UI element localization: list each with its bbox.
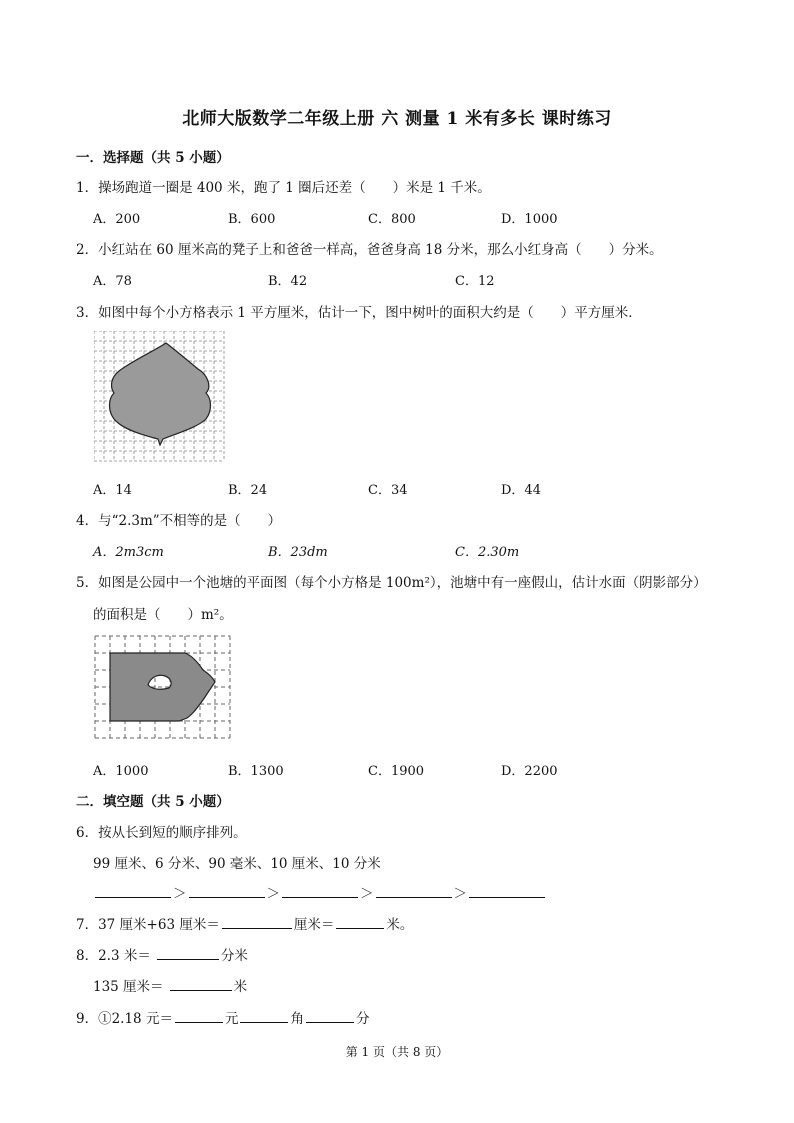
q1-option-a: A．200 bbox=[93, 212, 141, 227]
question-8-line-2 bbox=[93, 975, 247, 995]
q1-option-c: C．800 bbox=[368, 212, 416, 227]
q3-option-b: B．24 bbox=[228, 483, 268, 498]
q8-line2-prefix: 135 厘米＝ bbox=[93, 979, 164, 995]
q9-blank-1[interactable] bbox=[175, 1010, 223, 1023]
q5-option-a: A．1000 bbox=[93, 764, 149, 779]
q7-suffix: 米。 bbox=[386, 917, 414, 933]
q9-unit-fen: 分 bbox=[355, 1011, 370, 1027]
q6-sep-4: ＞ bbox=[453, 886, 467, 902]
question-6: 6．按从长到短的顺序排列。 bbox=[76, 825, 247, 841]
q1-option-d: D．1000 bbox=[501, 212, 558, 227]
question-5-line-2: 的面积是（ ）m²。 bbox=[93, 607, 233, 623]
q9-unit-yuan: 元 bbox=[224, 1011, 239, 1027]
q9-prefix: 9．①2.18 元＝ bbox=[76, 1011, 173, 1027]
question-7 bbox=[76, 913, 413, 933]
q9-unit-jiao: 角 bbox=[290, 1011, 304, 1027]
question-3: 3．如图中每个小方格表示 1 平方厘米，估计一下，图中树叶的面积大约是（ ）平方厘米． bbox=[76, 305, 642, 321]
pond-grid-figure bbox=[93, 634, 233, 740]
q5-option-b: B．1300 bbox=[228, 764, 284, 779]
q3-option-d: D．44 bbox=[501, 483, 541, 498]
q6-sep-3: ＞ bbox=[360, 886, 374, 902]
q4-option-a: A．2m3cm bbox=[93, 545, 164, 560]
q6-sep-1: ＞ bbox=[173, 886, 187, 902]
q2-option-c: C．12 bbox=[455, 274, 495, 289]
q1-option-b: B．600 bbox=[228, 212, 276, 227]
q8-blank-1[interactable] bbox=[157, 947, 219, 960]
q8-line2-suffix: 米 bbox=[233, 979, 248, 995]
leaf-grid-figure bbox=[94, 331, 226, 463]
q7-blank-1[interactable] bbox=[222, 916, 292, 929]
section-fill-heading: 二．填空题（共 5 小题） bbox=[76, 794, 230, 810]
q8-blank-2[interactable] bbox=[170, 978, 232, 991]
page-title: 北师大版数学二年级上册 六 测量 1 米有多长 课时练习 bbox=[182, 109, 612, 129]
q6-blank-3[interactable] bbox=[282, 885, 358, 898]
q9-blank-2[interactable] bbox=[240, 1010, 288, 1023]
q3-option-a: A．14 bbox=[93, 483, 132, 498]
question-4: 4．与“2.3m”不相等的是（ ） bbox=[76, 513, 282, 529]
q7-prefix: 7．37 厘米+63 厘米＝ bbox=[76, 917, 220, 933]
leaf-shape bbox=[110, 343, 211, 445]
q2-option-b: B．42 bbox=[268, 274, 308, 289]
q7-blank-2[interactable] bbox=[336, 916, 384, 929]
q2-option-a: A．78 bbox=[93, 274, 132, 289]
q7-mid: 厘米＝ bbox=[293, 917, 335, 933]
q3-option-c: C．34 bbox=[368, 483, 408, 498]
q6-items: 99 厘米、6 分米、90 毫米、10 厘米、10 分米 bbox=[93, 856, 381, 872]
q9-blank-3[interactable] bbox=[306, 1010, 354, 1023]
q6-blank-5[interactable] bbox=[469, 885, 545, 898]
section-choice-heading: 一．选择题（共 5 小题） bbox=[76, 150, 230, 166]
q4-option-c: C．2.30m bbox=[455, 545, 520, 560]
pond-shape bbox=[110, 653, 215, 721]
question-1: 1．操场跑道一圈是 400 米，跑了 1 圈后还差（ ）米是 1 千米。 bbox=[76, 180, 491, 196]
page-footer: 第 1 页（共 8 页） bbox=[345, 1045, 449, 1059]
q5-option-c: C．1900 bbox=[368, 764, 425, 779]
q8-line1-suffix: 分米 bbox=[220, 948, 248, 964]
question-5-line-1: 5．如图是公园中一个池塘的平面图（每个小方格是 100m²），池塘中有一座假山，估计水面（阴影部分） bbox=[76, 575, 707, 591]
q6-blank-1[interactable] bbox=[95, 885, 171, 898]
question-9 bbox=[76, 1007, 369, 1027]
q6-blank-4[interactable] bbox=[376, 885, 452, 898]
question-2: 2．小红站在 60 厘米高的凳子上和爸爸一样高，爸爸身高 18 分米，那么小红身高（ ）分米。 bbox=[76, 242, 663, 258]
q4-option-b: B．23dm bbox=[268, 545, 328, 560]
question-8-line-1 bbox=[76, 944, 248, 964]
q5-option-d: D．2200 bbox=[501, 764, 558, 779]
q6-sep-2: ＞ bbox=[266, 886, 280, 902]
q6-answer-row[interactable] bbox=[93, 882, 547, 902]
q6-blank-2[interactable] bbox=[189, 885, 265, 898]
q8-line1-prefix: 8．2.3 米＝ bbox=[76, 948, 151, 964]
